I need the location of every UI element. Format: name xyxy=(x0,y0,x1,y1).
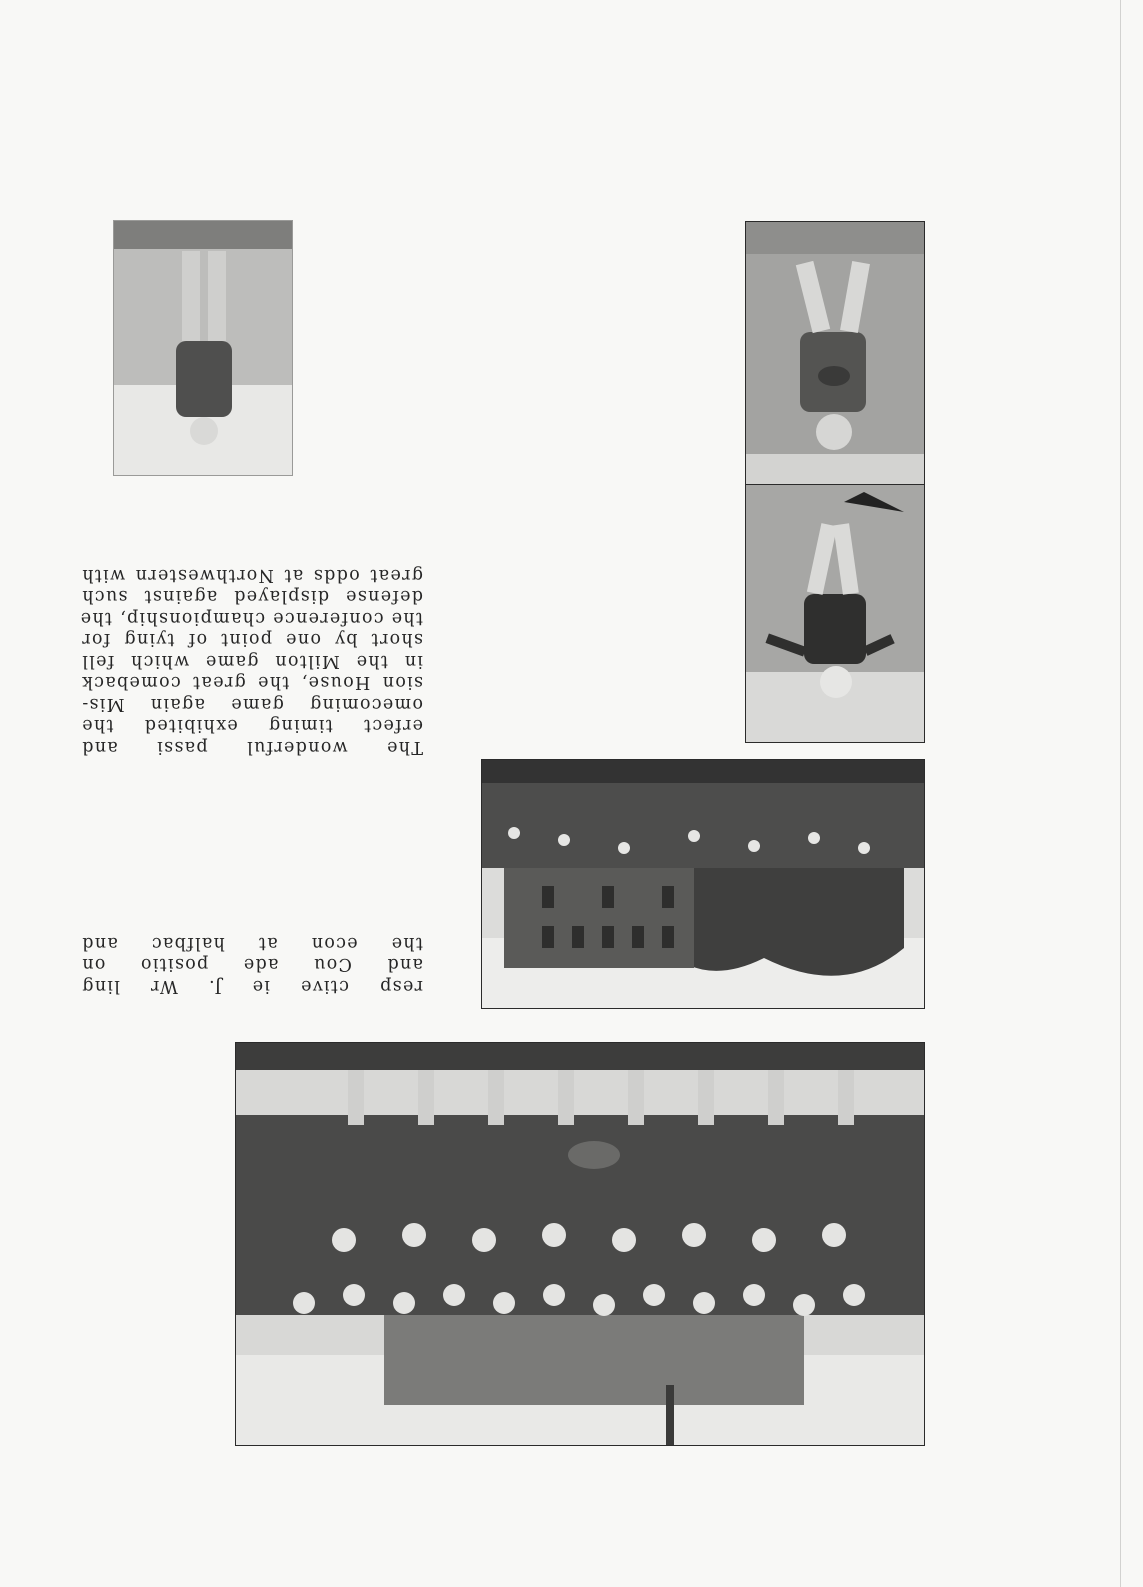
text-line: resp ctive ie J. Wr ling xyxy=(81,976,423,996)
text-line: The wonderful passi and xyxy=(81,737,423,757)
text-line: sion House, the great comeback xyxy=(81,672,423,693)
text-line: the econ at halfbac and xyxy=(81,933,423,953)
text-block-upper xyxy=(81,932,423,997)
player-portrait-photo xyxy=(113,220,293,476)
text-line: short by one point of tying for xyxy=(81,629,423,650)
player-photo-icon xyxy=(114,221,292,475)
text-line: the conference championship, the xyxy=(79,608,423,628)
text-line: omecoming game again Mis- xyxy=(81,694,423,714)
player-action-photo-right xyxy=(745,221,925,485)
text-line: erfect timing exhibited the xyxy=(81,715,423,736)
text-line: in the Milton game which fell xyxy=(81,651,423,671)
building-action-photo xyxy=(481,759,925,1009)
team-group-photo xyxy=(235,1042,925,1446)
text-block-main xyxy=(81,564,423,758)
building-photo-icon xyxy=(482,760,924,1008)
team-photo-icon xyxy=(236,1043,924,1445)
text-line: great odds at Northwestern with xyxy=(81,565,423,585)
player-photo-icon xyxy=(746,484,924,742)
player-action-photo-left xyxy=(745,483,925,743)
text-line: and Cou ade positio on xyxy=(81,954,423,975)
player-photo-icon xyxy=(746,222,924,484)
text-line: defense displayed against such xyxy=(81,586,423,607)
